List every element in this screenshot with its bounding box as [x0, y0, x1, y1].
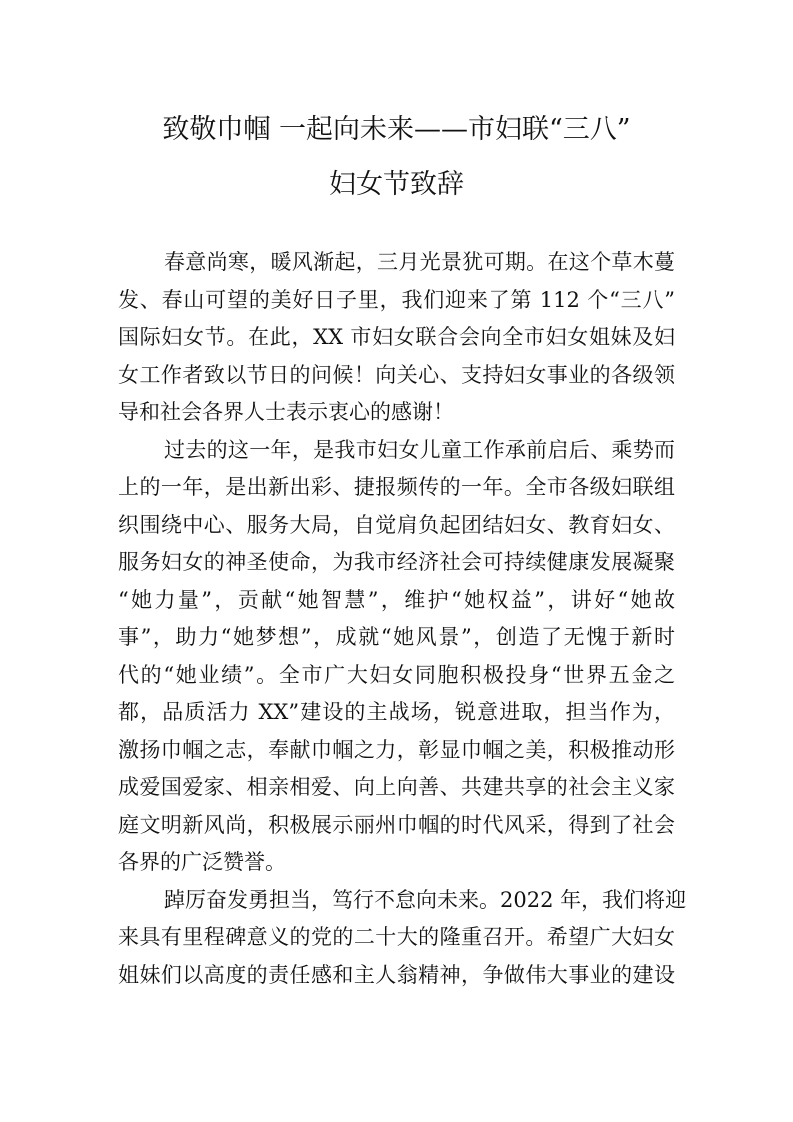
text-line: 服务妇女的神圣使命，为我市经济社会可持续健康发展凝聚	[118, 550, 675, 574]
text-line: “她力量”，贡献“她智慧”，维护“她权益”，讲好“她故	[118, 587, 675, 612]
text-line: 织围绕中心、服务大局，自觉肩负起团结妇女、教育妇女、	[118, 512, 675, 537]
text-line: 激扬巾帼之志，奉献巾帼之力，彰显巾帼之美，积极推动形	[118, 737, 675, 762]
text-line: 来具有里程碑意义的党的二十大的隆重召开。希望广大妇女	[118, 925, 675, 949]
document-title-line-2: 妇女节致辞	[329, 169, 464, 200]
text-line: 姐妹们以高度的责任感和主人翁精神，争做伟大事业的建设	[118, 962, 675, 987]
paragraph	[118, 244, 675, 432]
document-body	[118, 244, 687, 994]
paragraph	[118, 432, 675, 882]
paragraph	[118, 882, 687, 995]
text-line: 女工作者致以节日的问候！向关心、支持妇女事业的各级领	[118, 362, 675, 387]
text-line: 庭文明新风尚，积极展示丽州巾帼的时代风采，得到了社会	[118, 812, 675, 837]
text-line: 踔厉奋发勇担当，笃行不怠向未来。2022 年，我们将迎	[164, 887, 687, 912]
text-line: 各界的广泛赞誉。	[118, 850, 286, 874]
text-line: 都，品质活力 XX”建设的主战场，锐意进取，担当作为，	[118, 700, 675, 724]
text-line: 上的一年，是出新出彩、捷报频传的一年。全市各级妇联组	[118, 475, 675, 499]
document-title-line-1: 致敬巾帼 一起向未来——市妇联“三八”	[162, 114, 631, 145]
text-line: 事”，助力“她梦想”，成就“她风景”，创造了无愧于新时	[118, 625, 675, 649]
text-line: 发、春山可望的美好日子里，我们迎来了第 112 个“三八”	[118, 287, 675, 312]
text-line: 代的“她业绩”。全市广大妇女同胞积极投身“世界五金之	[118, 662, 675, 687]
text-line: 导和社会各界人士表示衷心的感谢！	[118, 400, 454, 424]
text-line: 国际妇女节。在此，XX 市妇女联合会向全市妇女姐妹及妇	[118, 325, 675, 349]
text-line: 过去的这一年，是我市妇女儿童工作承前启后、乘势而	[164, 437, 675, 462]
text-line: 春意尚寒，暖风渐起，三月光景犹可期。在这个草木蔓	[164, 250, 675, 274]
text-line: 成爱国爱家、相亲相爱、向上向善、共建共享的社会主义家	[118, 775, 675, 799]
